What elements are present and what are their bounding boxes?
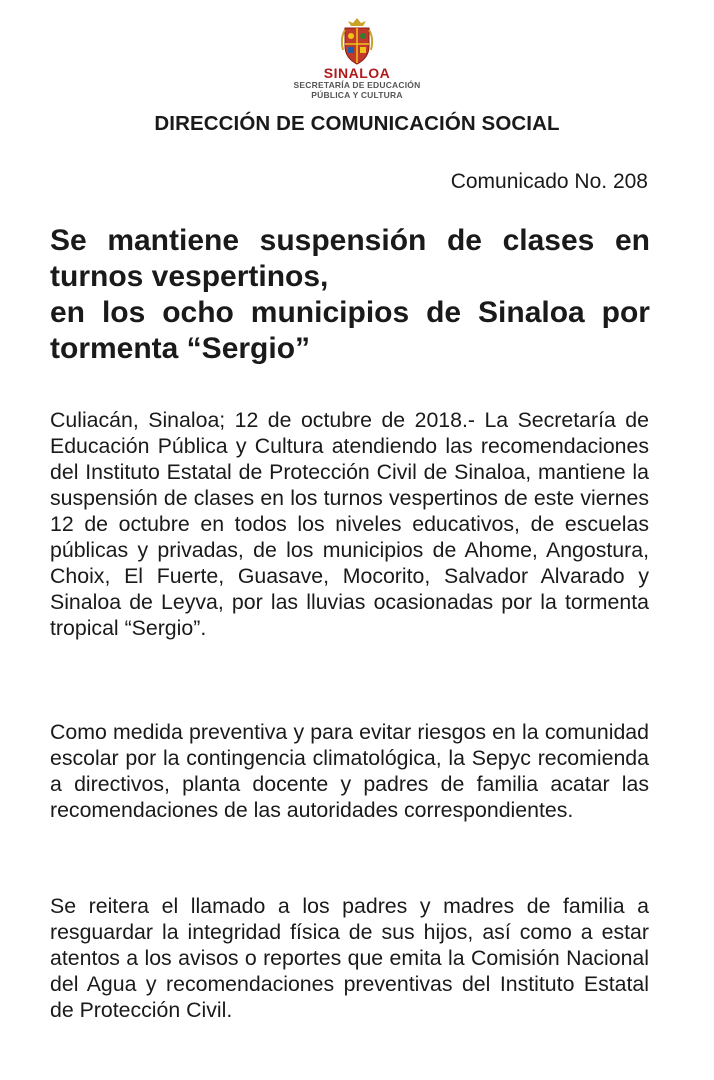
logo-subtitle-line1: SECRETARÍA DE EDUCACIÓN — [293, 80, 421, 90]
body-paragraph-3: Se reitera el llamado a los padres y madres de familia a resguardar la integridad física de sus hijos, así como a estar atentos a los avisos o reportes que emita la Comisión Nacional del Agua y recomendaciones preventivas del Instituto Estatal de Protección Civil. — [50, 894, 649, 1022]
body-paragraph-2: Como medida preventiva y para evitar riesgos en la comunidad escolar por la contingencia climatológica, la Sepyc recomienda a directivos, planta docente y padres de familia acatar las recomendaciones de las autoridades correspondientes. — [50, 720, 649, 822]
body-paragraph-1: Culiacán, Sinaloa; 12 de octubre de 2018.- La Secretaría de Educación Pública y Cultura atendiendo las recomendaciones del Instituto Estatal de Protección Civil de Sinaloa, mantiene la suspensión de clases en los turnos vespertinos de este viernes 12 de octubre en todos los niveles educativos, de escuelas públicas y privadas, de los municipios de Ahome, Angostura, Choix, El Fuerte, Guasave, Mocorito, Salvador Alvarado y Sinaloa de Leyva, por las lluvias ocasionadas por la tormenta tropical “Sergio”. — [50, 408, 649, 640]
headline-line-1: Se mantiene suspensión de clases en — [50, 224, 650, 257]
headline-line-2: turnos vespertinos, — [50, 260, 329, 293]
sinaloa-coat-of-arms-icon — [339, 16, 375, 66]
office-title: DIRECCIÓN DE COMUNICACIÓN SOCIAL — [154, 112, 560, 135]
logo-subtitle-line2: PÚBLICA Y CULTURA — [311, 90, 403, 100]
headline — [50, 223, 650, 367]
headline-line-4: tormenta “Sergio” — [50, 332, 311, 365]
sepyc-logo — [0, 16, 714, 100]
headline-line-3: en los ocho municipios de Sinaloa por — [50, 296, 650, 329]
comunicado-number: Comunicado No. 208 — [450, 170, 648, 193]
logo-name: SINALOA — [323, 65, 391, 81]
